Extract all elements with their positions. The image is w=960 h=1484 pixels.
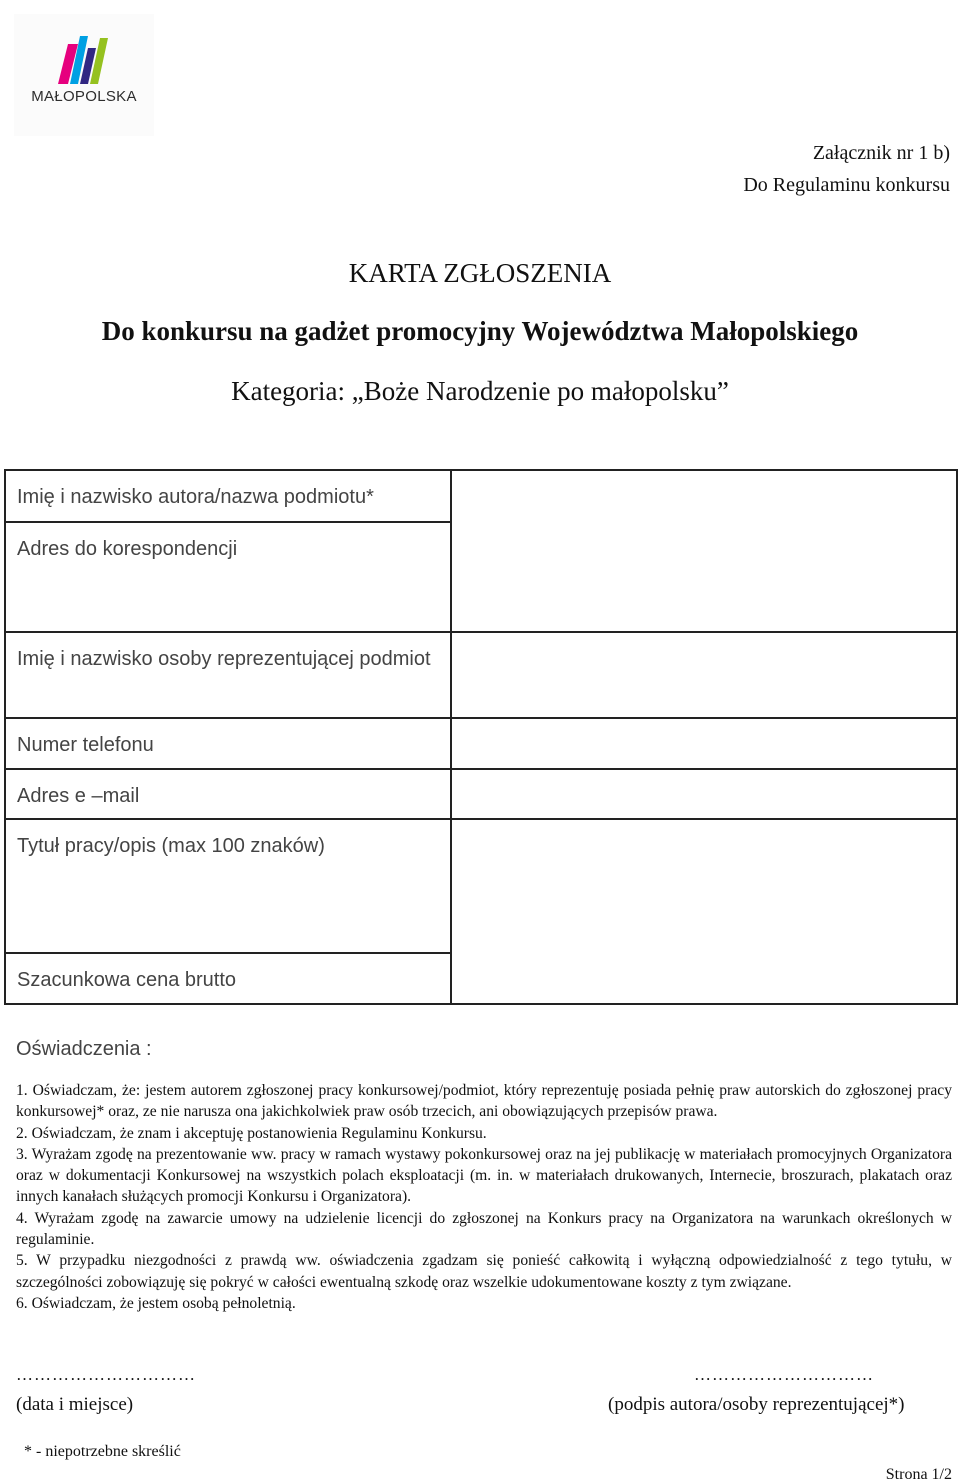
declarations-list	[16, 1080, 952, 1314]
field-value-phone[interactable]	[451, 718, 957, 769]
field-label-work-title: Tytuł pracy/opis (max 100 znaków)	[5, 819, 451, 953]
field-label-email: Adres e –mail	[5, 769, 451, 819]
malopolska-logo-mark	[58, 34, 110, 86]
contest-name: Do konkursu na gadżet promocyjny Województwa Małopolskiego	[101, 316, 859, 346]
date-place-line: …………………………	[16, 1365, 196, 1384]
declaration-item: 1. Oświadczam, że: jestem autorem zgłoszonej pracy konkursowej/podmiot, który reprezentuję posiada pełnię praw autorskich do zgłoszonej pracy konkursowej* oraz, ze nie narusza ona jakichkolwiek praw osób trzecich, ani obowiązujących przepisów prawa.	[16, 1082, 952, 1121]
form-row	[5, 470, 957, 522]
declarations-heading: Oświadczenia :	[16, 1038, 152, 1060]
form-row	[5, 819, 957, 953]
logo-text: MAŁOPOLSKA	[31, 88, 137, 105]
field-label-price: Szacunkowa cena brutto	[5, 953, 451, 1004]
date-place-label: (data i miejsce)	[16, 1394, 134, 1415]
field-value-representative[interactable]	[451, 632, 957, 718]
declaration-item: 5. W przypadku niezgodności z prawdą ww. oświadczenia zgadzam się ponieść całkowitą i wyłączną odpowiedzialność z tego tytułu, w szczególności zobowiązuję się pokryć w całości ewentualną szkodę oraz wszelkie udokumentowane koszty z tym związane.	[16, 1252, 952, 1291]
annex-regulation: Do Regulaminu konkursu	[743, 174, 950, 196]
form-row	[5, 769, 957, 819]
signature-label: (podpis autora/osoby reprezentującej*)	[608, 1394, 905, 1415]
field-label-phone: Numer telefonu	[5, 718, 451, 769]
form-row	[5, 718, 957, 769]
field-label-author-name: Imię i nazwisko autora/nazwa podmiotu*	[5, 470, 451, 522]
field-label-representative: Imię i nazwisko osoby reprezentującej podmiot	[5, 632, 451, 718]
annex-number: Załącznik nr 1 b)	[812, 142, 950, 164]
category-title: Kategoria: „Boże Narodzenie po małopolsku”	[231, 376, 729, 406]
field-value-author-address[interactable]	[451, 470, 957, 632]
form-title: KARTA ZGŁOSZENIA	[348, 258, 612, 288]
footnote: * - niepotrzebne skreślić	[24, 1443, 181, 1460]
field-value-work-title-price[interactable]	[451, 819, 957, 1004]
declaration-item: 3. Wyrażam zgodę na prezentowanie ww. pracy w ramach wystawy pokonkursowej oraz na jej publikację w materiałach promocyjnych Organizatora oraz w dokumentacji Konkursowej na wszystkich polach eksploatacji (m. in. w materiałach drukowanych, Internecie, broszurach, plakatach oraz innych kanałach służących promocji Konkursu i Organizatora).	[16, 1145, 952, 1206]
signature-line: …………………………	[694, 1365, 874, 1384]
declaration-item: 2. Oświadczam, że znam i akceptuję postanowienia Regulaminu Konkursu.	[16, 1124, 487, 1142]
declaration-item: 6. Oświadczam, że jestem osobą pełnoletnią.	[16, 1294, 296, 1312]
form-row	[5, 632, 957, 718]
page-number: Strona 1/2	[885, 1466, 952, 1483]
field-label-address: Adres do korespondencji	[5, 522, 451, 632]
field-value-email[interactable]	[451, 769, 957, 819]
declaration-item: 4. Wyrażam zgodę na zawarcie umowy na udzielenie licencji do zgłoszonej na Konkurs pracy na Organizatora na warunkach określonych w regulaminie.	[16, 1209, 952, 1249]
entry-form-table	[4, 469, 958, 1005]
malopolska-logo	[14, 14, 154, 136]
